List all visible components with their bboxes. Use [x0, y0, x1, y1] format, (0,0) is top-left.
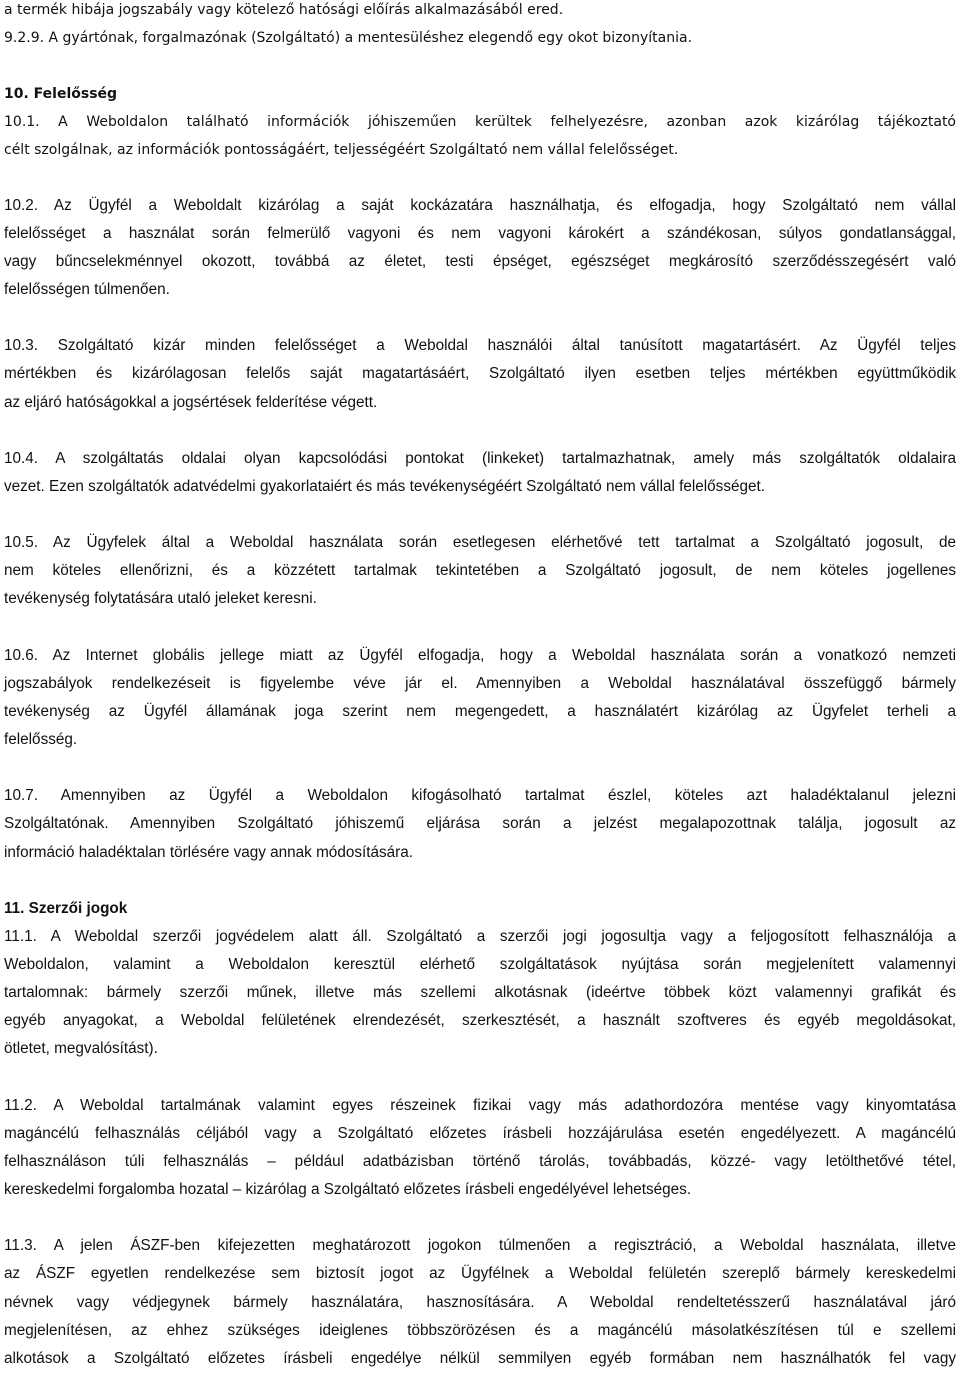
text-line-7: felelősséget a használat során felmerülő vagyoni és nem vagyoni károkért a szándékosan, súlyos gondatlansággal,	[4, 225, 956, 242]
text-line-2: 9.2.9. A gyártónak, forgalmazónak (Szolgáltató) a mentesüléshez elegendő egy okot bizonyítania.	[4, 30, 693, 46]
text-line-30: ötletet, megvalósítást).	[4, 1040, 158, 1057]
text-line-29: egyéb anyagokat, a Weboldal felületének elrendezését, szerkesztését, a használt szoftveres és egyéb megoldásokat,	[4, 1012, 956, 1029]
text-line-21: felelősség.	[4, 731, 78, 748]
text-line-4: 10.1. A Weboldalon található információk jóhiszeműen kerültek felhelyezésre, azonban azok kizárólag tájékoztató	[4, 114, 956, 130]
text-line-19: jogszabályok rendelkezéseit is figyelembe véve jár el. Amennyiben a Weboldal használatával összefüggő bármely	[4, 675, 956, 692]
text-line-12: az eljáró hatóságokkal a jogsértések felderítése végett.	[4, 394, 378, 411]
text-line-5: célt szolgálnak, az információk pontosságáért, teljességéért Szolgáltató nem vállal felelősséget.	[4, 142, 679, 158]
text-line-22: 10.7. Amennyiben az Ügyfél a Weboldalon kifogásolható tartalmat észlel, köteles azt haladéktalanul jelezni	[4, 787, 956, 804]
text-line-32: magáncélú felhasználás céljából vagy a Szolgáltató előzetes írásbeli hozzájárulása esetén engedélyezett. A magáncélú	[4, 1125, 956, 1142]
text-line-16: nem köteles ellenőrizni, és a közzétett tartalmak tekintetében a Szolgáltató jogosult, de nem köteles jogellenes	[4, 562, 956, 579]
text-line-35: 11.3. A jelen ÁSZF-ben kifejezetten meghatározott jogokon túlmenően a regisztráció, a Weboldal használata, illetve	[4, 1237, 956, 1254]
text-line-31: 11.2. A Weboldal tartalmának valamint egyes részeinek fizikai vagy más adathordozóra mentése vagy kinyomtatása	[4, 1097, 956, 1114]
text-line-17: tevékenység folytatására utaló jeleket keresni.	[4, 590, 317, 607]
text-line-9: felelősségen túlmenően.	[4, 281, 170, 298]
text-line-11: mértékben és kizárólagosan felelős saját magatartásáért, Szolgáltató ilyen esetben teljes mértékben együttműködik	[4, 365, 956, 382]
text-line-8: vagy bűncselekménnyel okozott, továbbá az életet, testi épséget, egészséget megkárosító szerződésszegésért való	[4, 253, 956, 270]
section-heading-felelosseg: 10. Felelősség	[4, 86, 118, 102]
text-line-1: a termék hibája jogszabály vagy kötelező hatósági előírás alkalmazásából ered.	[4, 2, 564, 18]
text-line-39: alkotások a Szolgáltató előzetes írásbeli engedélye nélkül semmilyen egyéb formában nem használhatók fel vagy	[4, 1350, 956, 1367]
text-line-24: információ haladéktalan törlésére vagy annak módosítására.	[4, 844, 413, 861]
text-line-10: 10.3. Szolgáltató kizár minden felelősséget a Weboldal használói által tanúsított magatartásért. Az Ügyfél teljes	[4, 337, 956, 354]
text-line-26: 11.1. A Weboldal szerzői jogvédelem alatt áll. Szolgáltató a szerzői jogi jogosultja vagy a feljogosított felhasználója a	[4, 928, 956, 945]
text-line-15: 10.5. Az Ügyfelek által a Weboldal használata során esetlegesen elérhetővé tett tartalmat a Szolgáltató jogosult, de	[4, 534, 956, 551]
text-line-37: névnek vagy védjegynek bármely használatára, hasznosítására. A Weboldal rendeltetésszerű használatával járó	[4, 1294, 956, 1311]
section-heading-szerzoi-jogok: 11. Szerzői jogok	[4, 900, 128, 917]
text-line-33: felhasználáson túli felhasználás – például adatbázisban történő tárolás, továbbadás, közzé- vagy letölthetővé tétel,	[4, 1153, 956, 1170]
text-line-13: 10.4. A szolgáltatás oldalai olyan kapcsolódási pontokat (linkeket) tartalmazhatnak, amely más szolgáltatók oldalaira	[4, 450, 956, 467]
text-line-20: tevékenység az Ügyfél államának joga szerint nem megengedett, a használatért kizárólag az Ügyfelet terheli a	[4, 703, 956, 720]
text-line-27: Weboldalon, valamint a Weboldalon keresztül elérhető szolgáltatások nyújtása során megjelenített valamennyi	[4, 956, 956, 973]
text-line-36: az ÁSZF egyetlen rendelkezése sem biztosít jogot az Ügyfélnek a Weboldal felületén szereplő bármely kereskedelmi	[4, 1265, 956, 1282]
text-line-23: Szolgáltatónak. Amennyiben Szolgáltató jóhiszemű eljárása során a jelzést megalapozottnak találja, jogosult az	[4, 815, 956, 832]
text-line-38: megjelenítésen, az ehhez szükséges ideiglenes többszörözésen és a magáncélú másolatkészítésen túl e szellemi	[4, 1322, 956, 1339]
text-line-6: 10.2. Az Ügyfél a Weboldalt kizárólag a saját kockázatára használhatja, és elfogadja, hogy Szolgáltató nem vállal	[4, 197, 956, 214]
text-line-28: tartalomnak: bármely szerzői műnek, illetve más szellemi alkotásnak (ideértve többek közt valamennyi grafikát és	[4, 984, 956, 1001]
text-line-34: kereskedelmi forgalomba hozatal – kizárólag a Szolgáltató előzetes írásbeli engedélyével lehetséges.	[4, 1181, 692, 1198]
text-line-18: 10.6. Az Internet globális jellege miatt az Ügyfél elfogadja, hogy a Weboldal használata során a vonatkozó nemzeti	[4, 647, 956, 664]
text-line-14: vezet. Ezen szolgáltatók adatvédelmi gyakorlataiért és más tevékenységéért Szolgáltató nem vállal felelősséget.	[4, 478, 766, 495]
